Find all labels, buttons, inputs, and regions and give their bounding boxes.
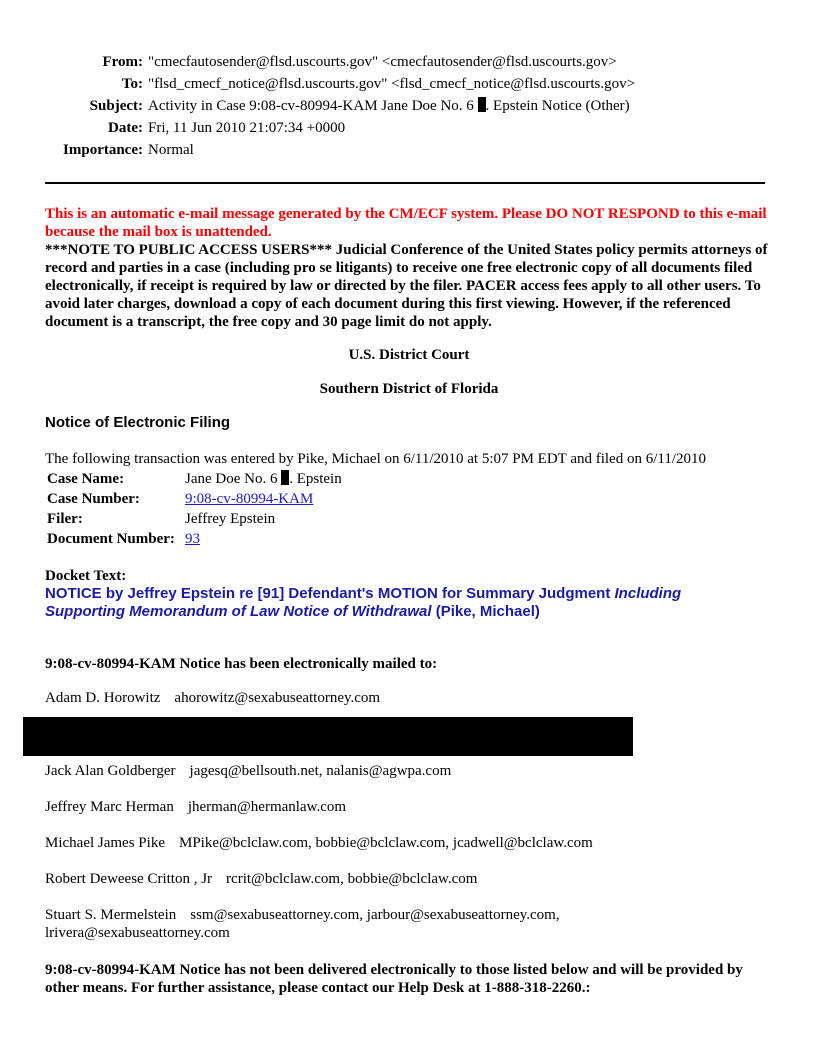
subject-text-start: Activity in Case 9:08-cv-80994-KAM Jane Doe No. 6 [148, 98, 478, 114]
header-divider [45, 182, 765, 184]
docket-text-main: NOTICE by Jeffrey Epstein re [91] Defendant's MOTION for Summary Judgment [45, 585, 615, 602]
case-name-label: Case Name: [47, 471, 125, 487]
recipient-email-continuation: lrivera@sexabuseattorney.com [45, 925, 230, 941]
recipient-emails: ssm@sexabuseattorney.com, jarbour@sexabuseattorney.com, [190, 907, 560, 923]
case-number-label: Case Number: [47, 491, 140, 507]
recipient-emails: MPike@bclclaw.com, bobbie@bclclaw.com, jcadwell@bclclaw.com [178, 835, 593, 851]
recipient-emails: rcrit@bclclaw.com, bobbie@bclclaw.com [226, 871, 478, 887]
filer-value: Jeffrey Epstein [185, 511, 276, 527]
transaction-text: The following transaction was entered by Pike, Michael on 6/11/2010 at 5:07 PM EDT and filed on 6/11/2010 [45, 451, 706, 467]
redaction-mark [478, 97, 486, 112]
recipient-name: Jack Alan Goldberger [45, 763, 176, 779]
importance-value: Normal [148, 142, 194, 158]
date-value: Fri, 11 Jun 2010 21:07:34 +0000 [148, 120, 346, 136]
public-access-note: ***NOTE TO PUBLIC ACCESS USERS*** Judicial Conference of the United States policy permits attorneys of record and parties in a case (including pro se litigants) to receive one free electronic copy of all documents filed electronically, if receipt is required by law or directed by the filer. PACER access fees apply to all other users. To avoid later charges, download a copy of each document during this first viewing. However, if the referenced document is a transcript, the free copy and 30 page limit do not apply. [45, 242, 768, 330]
case-name-value [185, 469, 342, 489]
recipient-emails: jagesq@bellsouth.net, nalanis@agwpa.com [189, 763, 452, 779]
recipient-name: Jeffrey Marc Herman [45, 799, 174, 815]
to-value: "flsd_cmecf_notice@flsd.uscourts.gov" <flsd_cmecf_notice@flsd.uscourts.gov> [148, 76, 636, 92]
nef-title: Notice of Electronic Filing [45, 414, 231, 431]
recipient-emails: ahorowitz@sexabuseattorney.com [174, 690, 381, 706]
importance-label: Importance: [63, 142, 143, 158]
recipient-row [45, 690, 380, 707]
from-label: From: [102, 54, 143, 70]
case-name-end: . Epstein [289, 471, 342, 487]
recipient-row [45, 835, 593, 852]
recipient-row [45, 799, 346, 816]
court-district: Southern District of Florida [319, 381, 499, 397]
document-number-label: Document Number: [47, 531, 175, 547]
docket-text-italic: Including Supporting Memorandum of Law Notice of Withdrawal [45, 585, 682, 620]
document-number-link[interactable]: 93 [185, 531, 200, 547]
recipient-name: Robert Deweese Critton , Jr [45, 871, 213, 887]
redaction-block [23, 717, 633, 756]
recipient-row [45, 907, 560, 924]
recipient-name: Adam D. Horowitz [45, 690, 161, 706]
not-delivered-heading: 9:08-cv-80994-KAM Notice has not been delivered electronically to those listed below and will be provided by other means. For further assistance, please contact our Help Desk at 1-888-318-2260.: [45, 962, 743, 996]
recipient-emails: jherman@hermanlaw.com [187, 799, 347, 815]
subject-label: Subject: [89, 98, 143, 114]
filer-label: Filer: [47, 511, 83, 527]
recipient-row [45, 763, 451, 780]
recipient-row [45, 871, 477, 888]
auto-message-warning: This is an automatic e-mail message generated by the CM/ECF system. Please DO NOT RESPOND to this e-mail because the mail box is unattended. [45, 206, 767, 240]
court-name: U.S. District Court [348, 347, 470, 363]
case-number-link[interactable]: 9:08-cv-80994-KAM [185, 491, 314, 507]
subject-value [148, 96, 630, 116]
docket-text-label: Docket Text: [45, 568, 127, 584]
subject-text-end: . Epstein Notice (Other) [485, 98, 630, 114]
recipient-name: Michael James Pike [45, 835, 165, 851]
docket-text-end: (Pike, Michael) [431, 603, 540, 620]
recipient-name: Stuart S. Mermelstein [45, 907, 177, 923]
docket-text [45, 585, 765, 621]
to-label: To: [121, 76, 143, 92]
date-label: Date: [108, 120, 143, 136]
case-name-start: Jane Doe No. 6 [185, 471, 282, 487]
mailed-to-heading: 9:08-cv-80994-KAM Notice has been electronically mailed to: [45, 656, 438, 672]
from-value: "cmecfautosender@flsd.uscourts.gov" <cmecfautosender@flsd.uscourts.gov> [148, 54, 617, 70]
